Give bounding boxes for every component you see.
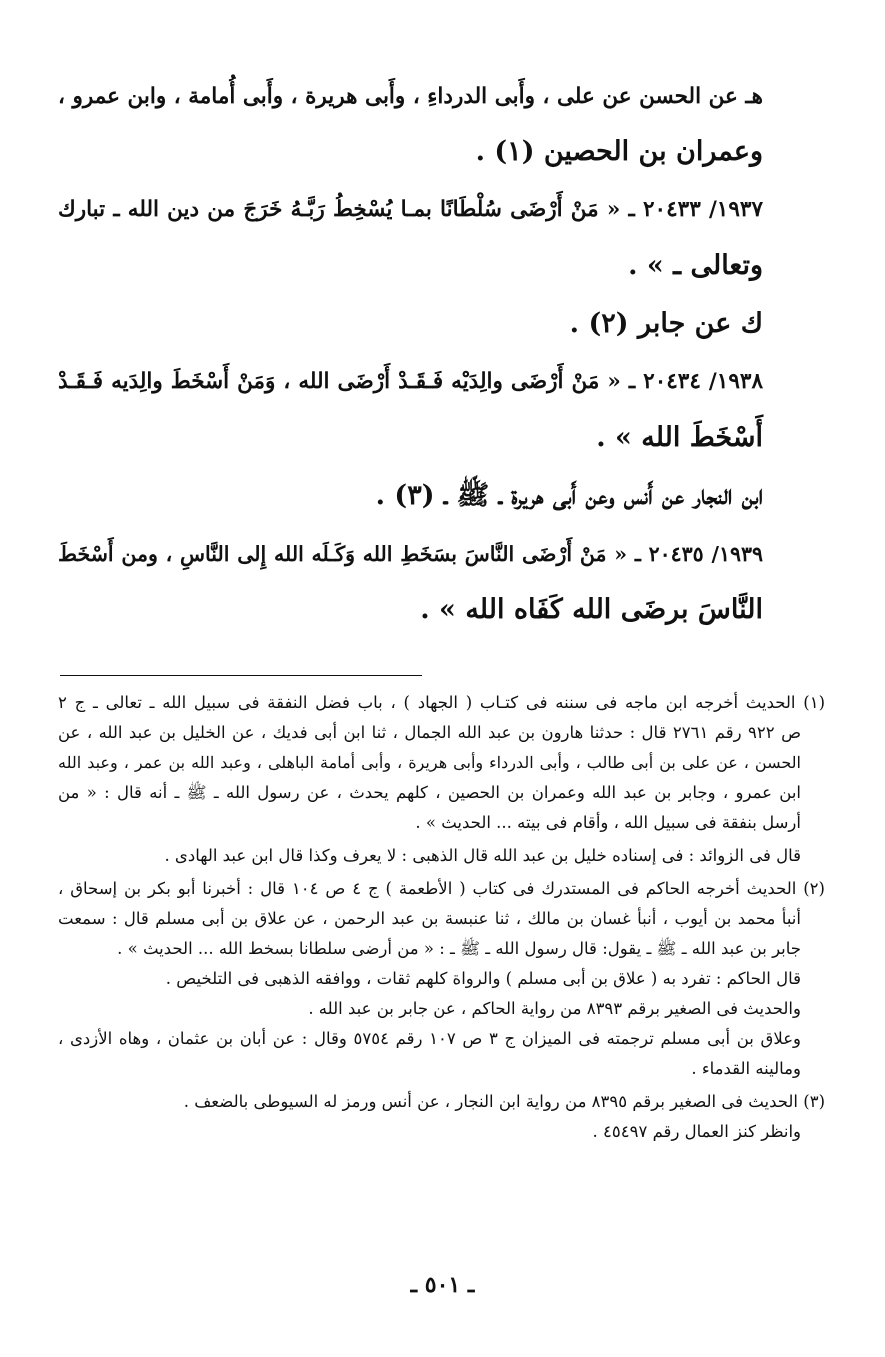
footnote-line: ابن عمرو ، وجابر بن عبد الله وعمران بن الحصين ، كلهم يحدث ، عن رسول الله ـ ﷺ ـ أنه قال : « من	[58, 783, 801, 802]
footnote-line: قال فى الزوائد : فى إسناده خليل بن عبد الله قال الذهبى : لا يعرف وكذا قال ابن عبد الهادى .	[164, 846, 801, 865]
footnote-line: أرسل بنفقة فى سبيل الله ، وأقام فى بيته ... الحديث » .	[415, 813, 801, 832]
footnote-line: ومالينه القدماء .	[691, 1059, 801, 1078]
hadith-text-line: النَّاسَ برضَى الله كَفَاه الله » .	[420, 594, 763, 625]
footnote-line: جابر بن عبد الله ـ ﷺ ـ يقول: قال رسول الله ـ ﷺ ـ : « من أرضى سلطانا بسخط الله ... الحديث » .	[117, 939, 801, 958]
hadith-text-line: ١٩٣٩/ ٢٠٤٣٥ ـ « مَنْ أَرْضَى النَّاسَ بسَخَطِ الله وَكَـلَه الله إِلى النَّاسِ ، ومن أَسْخَطَ	[58, 542, 764, 566]
footnote-line: (١) الحديث أخرجه ابن ماجه فى سننه فى كتـاب ( الجهاد ) ، باب فضل النفقة فى سبيل الله ـ تعالى ـ ج ٢	[58, 693, 825, 712]
hadith-source-line: ك عن جابر (٢) .	[569, 308, 763, 339]
footnote-line: وانظر كنز العمال رقم ٤٥٤٩٧ .	[592, 1122, 801, 1141]
footnote-separator	[60, 675, 422, 676]
footnote-line: (٣) الحديث فى الصغير برقم ٨٣٩٥ من رواية ابن النجار ، عن أنس ورمز له السيوطى بالضعف .	[183, 1092, 825, 1111]
hadith-source-line: هـ عن الحسن عن على ، وأَبى الدرداءِ ، وأَبى هريرة ، وأَبى أُمامة ، وابن عمرو ،	[58, 84, 763, 109]
hadith-text-line: ١٩٣٨/ ٢٠٤٣٤ ـ « مَنْ أَرْضَى والِدَيْه فَـقَـدْ أَرْضَى الله ، وَمَنْ أَسْخَطَ والِدَيه فَـقَـدْ	[58, 369, 763, 394]
footnote-line: ص ٩٢٢ رقم ٢٧٦١ قال : حدثنا هارون بن عبد الله الجمال ، ثنا ابن أبى فديك ، عن الخليل بن عبد الله ، عن	[58, 723, 802, 742]
hadith-text-line: أَسْخَطَ الله » .	[596, 422, 763, 453]
page-number: ـ ٥٠١ ـ	[410, 1272, 475, 1298]
footnote-line: وعلاق بن أبى مسلم ترجمته فى الميزان ج ٣ ص ١٠٧ رقم ٥٧٥٤ وقال : عن أبان بن عثمان ، وهاه الأزدى ،	[58, 1029, 802, 1048]
footnote-line: الحسن ، عن على بن أبى طالب ، وأبى الدرداء وأبى هريرة ، وأبى أمامة الباهلى ، وعبد الله بن عمر ، وعبد الله	[58, 753, 801, 772]
footnote-line: (٢) الحديث أخرجه الحاكم فى المستدرك فى كتاب ( الأطعمة ) ج ٤ ص ١٠٤ قال : أخبرنا أبو بكر بن إسحاق ،	[58, 879, 825, 898]
footnote-line: أنبأ محمد بن أيوب ، أنبأ غسان بن مالك ، ثنا عنبسة بن عبد الرحمن ، عن علاق بن أبى مسلم قال : سمعت	[58, 909, 801, 928]
hadith-source-line: وعمران بن الحصين (١) .	[475, 136, 763, 167]
hadith-text-line: وتعالى ـ » .	[628, 250, 763, 281]
footnote-line: والحديث فى الصغير برقم ٨٣٩٣ من رواية الحاكم ، عن جابر بن عبد الله .	[308, 999, 801, 1018]
hadith-source-line: ابن النجار عن أَنس وعن أَبى هريرة ـ ﷺ ـ (٣) .	[375, 480, 763, 511]
hadith-text-line: ١٩٣٧/ ٢٠٤٣٣ ـ « مَنْ أَرْضَى سُلْطَانًا بمـا يُسْخِطُ رَبَّـهُ خَرَجَ من دين الله ـ تبارك	[58, 197, 763, 222]
footnote-line: قال الحاكم : تفرد به ( علاق بن أبى مسلم ) والرواة كلهم ثقات ، ووافقه الذهبى فى التلخيص .	[165, 969, 801, 988]
